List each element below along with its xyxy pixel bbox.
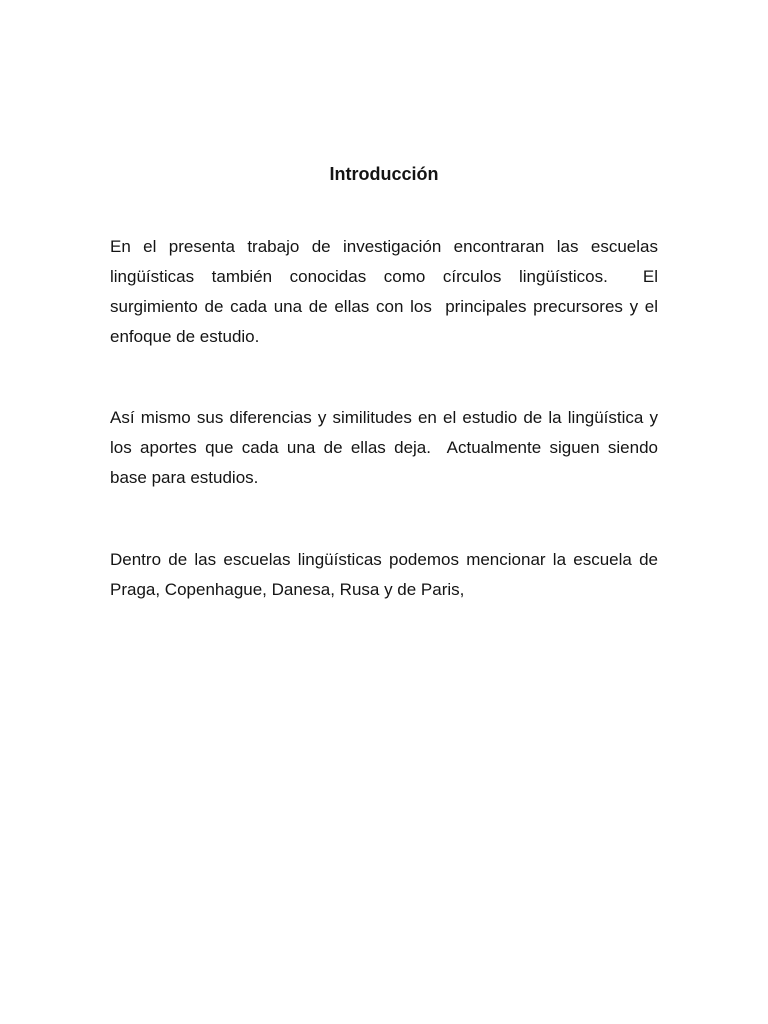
paragraph-2: Así mismo sus diferencias y similitudes en el estudio de la lingüística y los aportes que cada una de ellas deja. Actualmente siguen siendo base para estudios. <box>110 408 663 487</box>
paragraph-1: En el presenta trabajo de investigación encontraran las escuelas lingüísticas también conocidas como círculos lingüísticos. El surgimiento de cada una de ellas con los principales precursores y el enfoque de estudio. <box>110 237 663 346</box>
paragraph-3: Dentro de las escuelas lingüísticas podemos mencionar la escuela de Praga, Copenhague, Danesa, Rusa y de Paris, <box>110 550 663 599</box>
page-title: Introducción <box>329 164 439 184</box>
